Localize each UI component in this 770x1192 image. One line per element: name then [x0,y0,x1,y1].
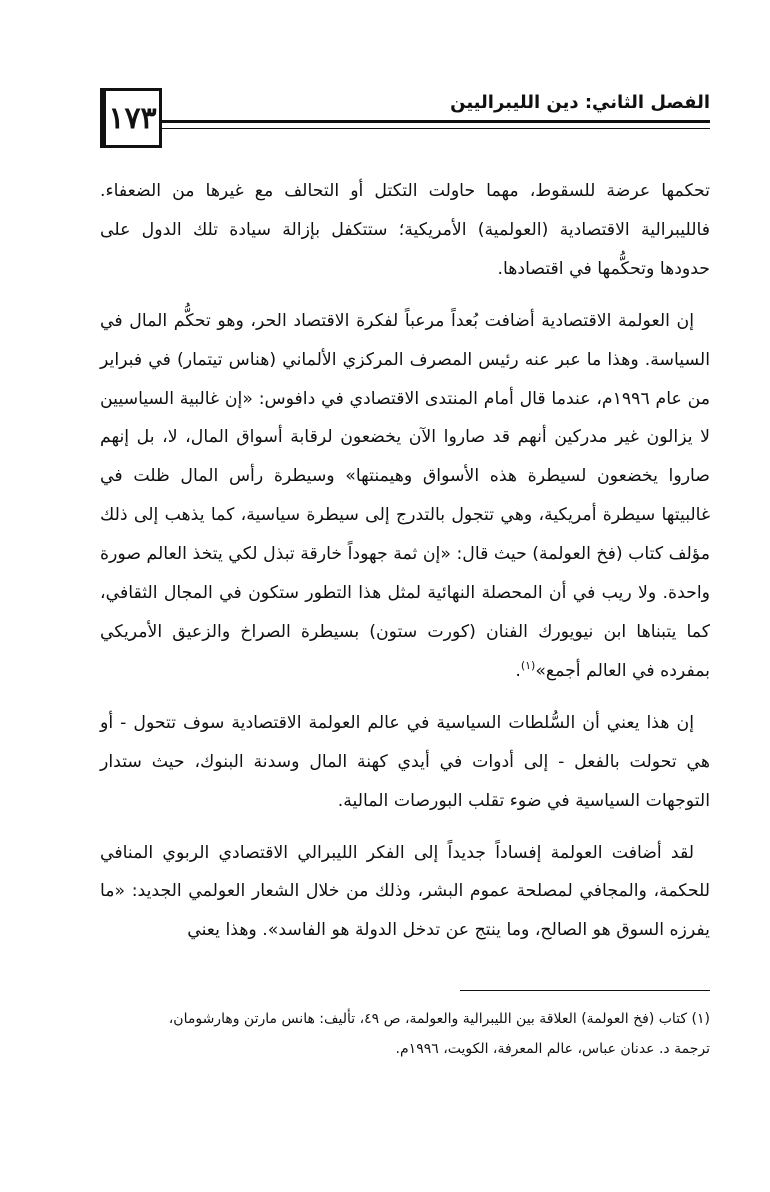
header-rule-thick [162,120,710,123]
page-header [100,88,710,152]
footnote [100,1004,710,1064]
paragraph-1: تحكمها عرضة للسقوط، مهما حاولت التكتل أو التحالف مع غيرها من الضعفاء. فالليبرالية الاقتصادية (العولمية) الأمريكية؛ ستتكفل بإزالة سيادة تلك الدول على حدودها وتحكُّمها في اقتصادها. [100,181,710,279]
paragraph-4: لقد أضافت العولمة إفساداً جديداً إلى الفكر الليبرالي الاقتصادي الربوي المنافي للحكمة، والمجافي لمصلحة عموم البشر، وذلك من خلال الشعار العولمي الجديد: «ما يفرزه السوق هو الصالح، وما ينتج عن تدخل الدولة هو الفاسد». وهذا يعني [100,842,710,941]
paragraph-2 [100,302,710,691]
header-rule-thin [162,128,710,129]
footnote-line-2: ترجمة د. عدنان عباس، عالم المعرفة، الكويت، ١٩٩٦م. [395,1041,710,1057]
chapter-title: الفصل الثاني: دين الليبراليين [450,92,710,113]
paragraph-2-text: إن العولمة الاقتصادية أضافت بُعداً مرعباً لفكرة الاقتصاد الحر، وهو تحكُّم المال في السياسة. وهذا ما عبر عنه رئيس المصرف المركزي الألماني (هناس تيتمار) في فبراير من عام ١٩٩٦م، عندما قال أمام المنتدى الاقتصادي في دافوس: «إن غالبية السياسيين لا يزالون غير مدركين أنهم قد صاروا الآن يخضعون لرقابة أسواق المال، لا، بل إنهم صاروا يخضعون لسيطرة هذه الأسواق وهيمنتها» وسيطرة رأس المال ظلت في غالبيتها سيطرة أمريكية، وهي تتجول بالتدرج إلى سيطرة سياسية، كما يذهب إلى ذلك مؤلف كتاب (فخ العولمة) حيث قال: «إن ثمة جهوداً خارقة تبذل لكي يتخذ العالم صورة واحدة. ولا ريب في أن المحصلة النهائية لمثل هذا التطور ستكون في المجال الثقافي، كما يتبناها ابن نيويورك الفنان (كورت ستون) بسيطرة الصراخ والزعيق الأمريكي بمفرده في العالم أجمع» [100,310,710,681]
footnote-separator [460,990,710,991]
paragraph-2-end: . [515,660,521,681]
body-text [100,172,710,963]
footnote-reference: (١) [520,659,536,673]
footnote-line-1: (١) كتاب (فخ العولمة) العلاقة بين الليبرالية والعولمة، ص ٤٩، تأليف: هانس مارتن وهارشومان، [168,1011,710,1027]
paragraph-3: إن هذا يعني أن السُّلطات السياسية في عالم العولمة الاقتصادية سوف تتحول - أو هي تحولت بالفعل - إلى أدوات في أيدي كهنة المال وسدنة البنوك، حيث ستدار التوجهات السياسية في ضوء تقلب البورصات المالية. [100,712,710,811]
page-number: ١٧٣ [100,88,162,148]
